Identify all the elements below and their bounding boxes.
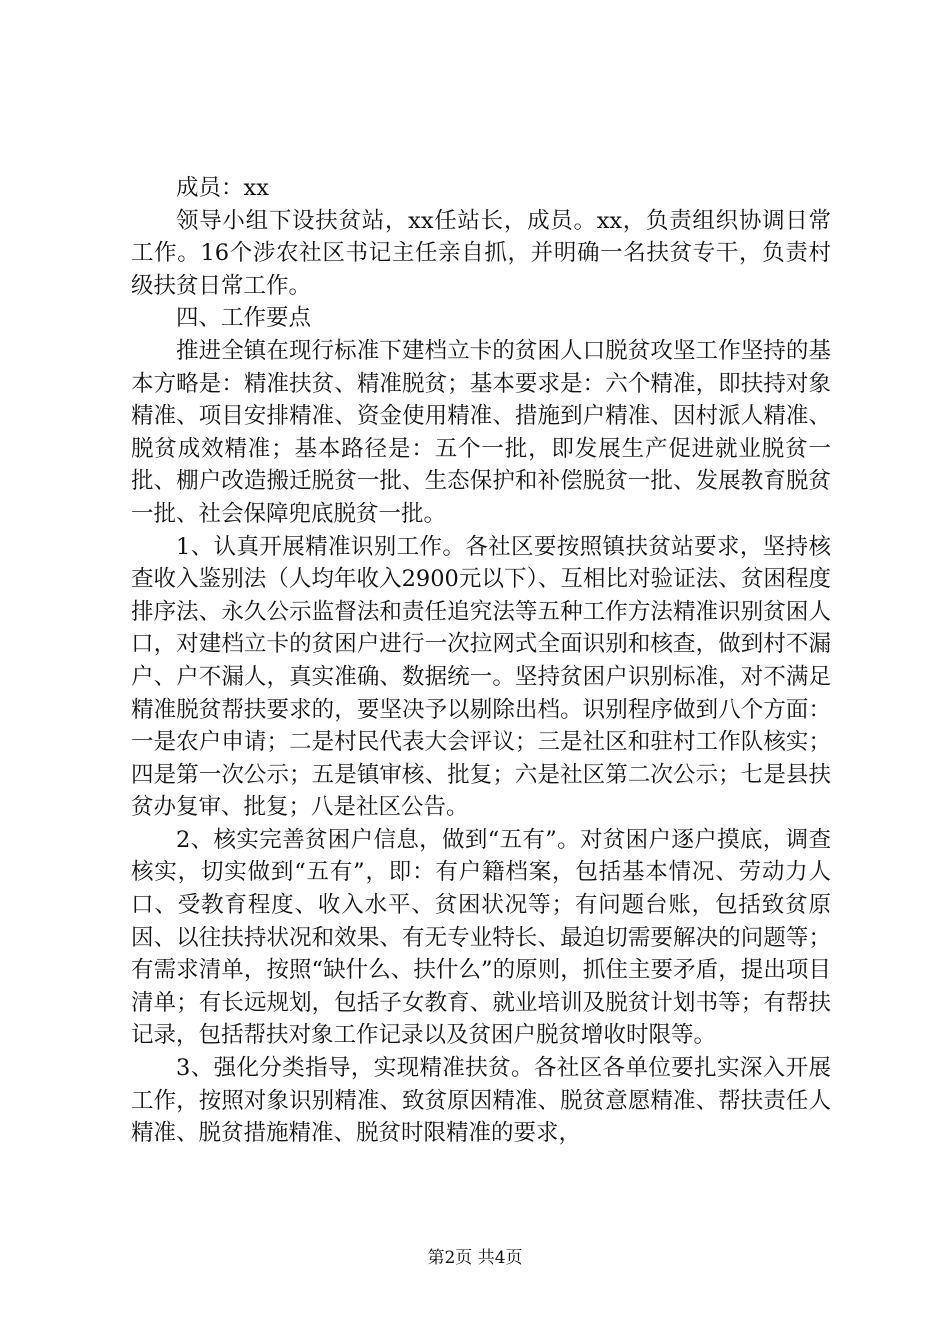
section-heading-work-points: 四、工作要点 [176, 305, 312, 332]
document-body [131, 172, 831, 1150]
paragraph-item-2: 2、核实完善贫困户信息，做到“五有”。对贫困户逐户摸底，调查核实，切实做到“五有”，即：有户籍档案，包括基本情况、劳动力人口、受教育程度、收入水平、贫困状况等；有问题台账，包括致贫原因、以往扶持状况和效果、有无专业特长、最迫切需要解决的问题等；有需求清单，按照“缺什么、扶什么”的原则，抓住主要矛盾，提出项目清单；有长远规划，包括子女教育、就业培训及脱贫计划书等；有帮扶记录，包括帮扶对象工作记录以及贫困户脱贫增收时限等。 [131, 826, 831, 1049]
paragraph-leading-group: 领导小组下设扶贫站，xx任站长，成员。xx，负责组织协调日常工作。16个涉农社区书记主任亲自抓，并明确一名扶贫专干，负责村级扶贫日常工作。 [131, 207, 831, 299]
paragraph-members: 成员：xx [176, 175, 269, 201]
paragraph-item-1: 1、认真开展精准识别工作。各社区要按照镇扶贫站要求，坚持核查收入鉴别法（人均年收入2900元以下）、互相比对验证法、贫困程度排序法、永久公示监督法和责任追究法等五种工作方法精准识别贫困人口，对建档立卡的贫困户进行一次拉网式全面识别和核查，做到村不漏户、户不漏人，真实准确、数据统一。坚持贫困户识别标准，对不满足精准脱贫帮扶要求的，要坚决予以剔除出档。识别程序做到八个方面：一是农户申请；二是村民代表大会评议；三是社区和驻村工作队核实；四是第一次公示；五是镇审核、批复；六是社区第二次公示；七是县扶贫办复审、批复；八是社区公告。 [131, 533, 831, 821]
paragraph-item-3: 3、强化分类指导，实现精准扶贫。各社区各单位要扎实深入开展工作，按照对象识别精准、致贫原因精准、脱贫意愿精准、帮扶责任人精准、脱贫措施精准、脱贫时限精准的要求， [131, 1055, 831, 1147]
paragraph-strategy: 推进全镇在现行标准下建档立卡的贫困人口脱贫攻坚工作坚持的基本方略是：精准扶贫、精准脱贫；基本要求是：六个精准，即扶持对象精准、项目安排精准、资金使用精准、措施到户精准、因村派人精准、脱贫成效精准；基本路径是：五个一批，即发展生产促进就业脱贫一批、棚户改造搬迁脱贫一批、生态保护和补偿脱贫一批、发展教育脱贫一批、社会保障兜底脱贫一批。 [131, 337, 831, 527]
page-number-footer: 第2页 共4页 [427, 1248, 523, 1268]
